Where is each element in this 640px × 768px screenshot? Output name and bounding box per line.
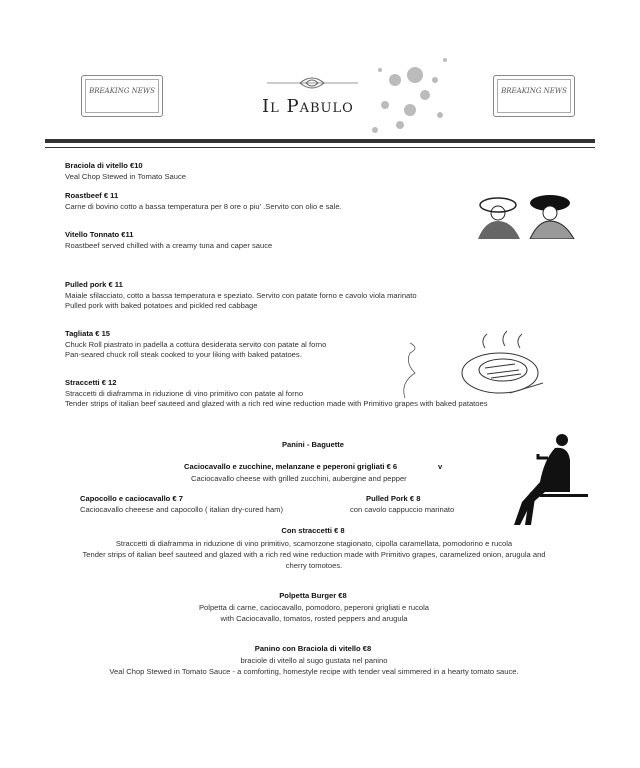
breaking-news-badge-right	[493, 75, 575, 117]
item-desc: Veal Chop Stewed in Tomato Sauce - a comforting, homestyle recipe with tender veal simmered in a hearty tomato sauce.	[109, 667, 519, 676]
item-desc: Veal Chop Stewed in Tomato Sauce	[65, 172, 187, 181]
item-title: Polpetta Burger €8	[279, 591, 347, 600]
item-desc: Straccetti di diaframma in riduzione di vino primitivo, scamorzone stagionato, cipolla caramellata, pomodorino e rucola	[115, 539, 513, 548]
item-desc: Polpetta di carne, caciocavallo, pomodoro, peperoni grigliati e rucola	[198, 603, 430, 612]
item-desc: Caciocavallo cheese with grilled zucchini, aubergine and pepper	[191, 474, 407, 483]
item-desc: Straccetti di diaframma in riduzione di vino primitivo con patate al forno	[65, 389, 304, 398]
item-title: Pulled pork € 11	[65, 280, 123, 289]
badge-text: BREAKING NEWS	[501, 87, 567, 95]
item-desc: Roastbeef served chilled with a creamy tuna and caper sauce	[65, 241, 273, 250]
item-title: Roastbeef € 11	[65, 191, 119, 200]
item-desc: Tender strips of italian beef sauteed and glazed with a rich red wine reduction made with Primitivo grapes, caramelized onion, arugula and	[82, 550, 546, 559]
item-title: Capocollo e caciocavallo € 7	[80, 494, 183, 503]
ladies-illustration	[470, 193, 580, 239]
badge-text: BREAKING NEWS	[89, 87, 155, 95]
item-title: Caciocavallo e zucchine, melanzane e peperoni grigliati € 6	[184, 462, 398, 471]
item-title: Straccetti € 12	[65, 378, 117, 387]
item-desc: con cavolo cappuccio marinato	[350, 505, 455, 514]
item-desc: Pan-seared chuck roll steak cooked to your liking with baked patatoes.	[65, 350, 302, 359]
item-desc: Chuck Roll piastrato in padella a cottura desiderata servito con patate al forno	[65, 340, 327, 349]
item-title: Tagliata € 15	[65, 329, 111, 338]
ornament-icon	[265, 73, 360, 93]
item-desc: Pulled pork with baked potatoes and pickled red cabbage	[65, 301, 258, 310]
item-desc: Carne di bovino cotto a bassa temperatura per 8 ore o piu' .Servito con olio e sale.	[65, 202, 342, 211]
item-title: Vitello Tonnato €11	[65, 230, 134, 239]
item-desc: Maiale sfilacciato, cotto a bassa temperatura e speziato. Servito con patate forno e cavolo viola marinato	[65, 291, 417, 300]
item-title: Panino con Braciola di vitello €8	[254, 644, 372, 653]
item-desc: with Caciocavallo, tomatos, rosted peppers and arugula	[220, 614, 408, 623]
item-desc: braciole di vitello al sugo gustata nel panino	[240, 656, 388, 665]
splatter-texture	[365, 50, 460, 140]
header-rule-thick	[45, 139, 595, 143]
item-desc: Caciocavallo cheeese and capocollo ( italian dry-cured ham)	[80, 505, 284, 514]
section-heading-panini: Panini - Baguette	[281, 440, 345, 449]
item-title: Con straccetti € 8	[281, 526, 345, 535]
breaking-news-badge-left	[81, 75, 163, 117]
header-rule-thin	[45, 147, 595, 148]
item-desc: Tender strips of italian beef sauteed and glazed with a rich red wine reduction made with Primitivo grapes with baked patatoes	[65, 399, 488, 408]
item-title: Pulled Pork € 8	[366, 494, 421, 503]
restaurant-title: Il Pabulo	[262, 96, 354, 117]
item-title: Braciola di vitello €10	[65, 161, 143, 170]
steak-plate-illustration	[395, 328, 545, 400]
vegetarian-badge: v	[438, 462, 443, 471]
item-desc: cherry tomotoes.	[285, 561, 343, 570]
